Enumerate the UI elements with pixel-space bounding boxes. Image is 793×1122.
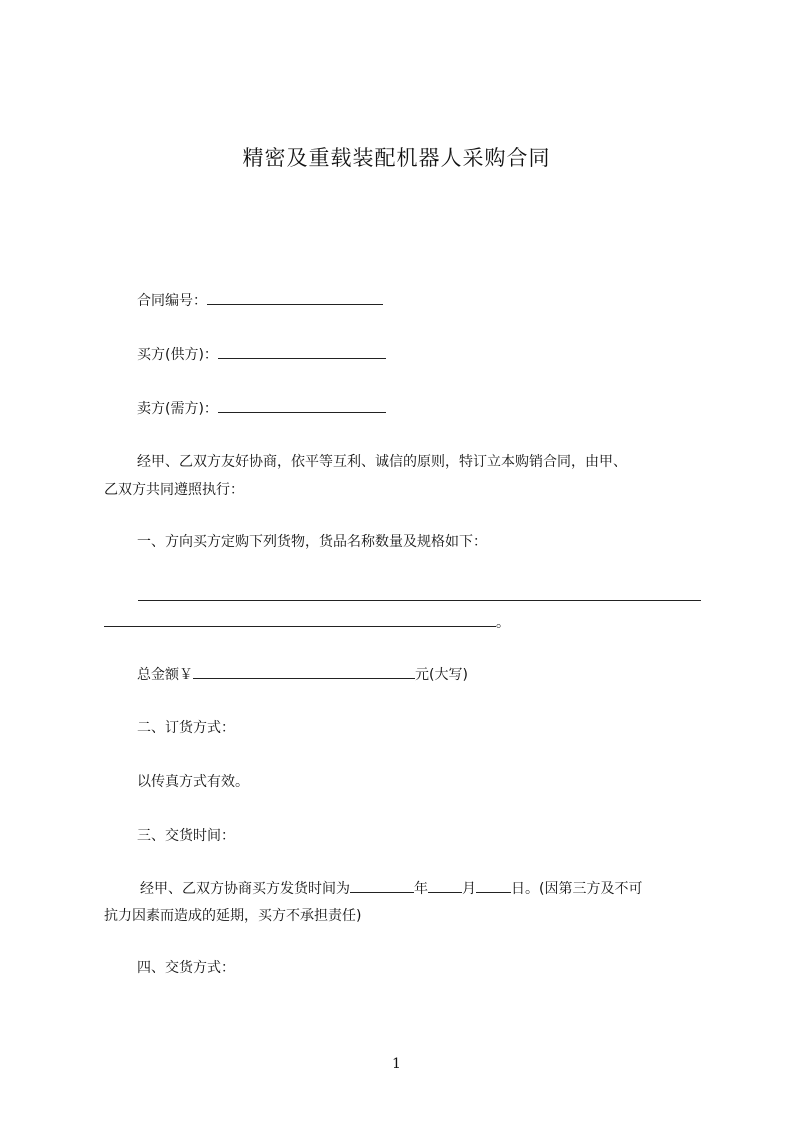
section-4-heading: 四、交货方式： [137,960,235,976]
buyer-blank[interactable] [218,344,386,359]
delivery-time-line-2: 抗力因素而造成的延期，买方不承担责任) [104,908,362,924]
total-amount-suffix: 元(大写) [415,667,468,683]
delivery-day-suffix: 日。(因第三方及不可 [511,881,643,897]
delivery-month-label: 月 [462,881,476,897]
section-3-heading: 三、交货时间： [137,828,235,844]
seller-blank[interactable] [218,398,386,413]
section-1-heading: 一、方向买方定购下列货物，货品名称数量及规格如下： [137,534,487,550]
section-2-heading: 二、订货方式： [137,720,235,736]
total-amount-blank[interactable] [193,664,415,679]
section-2-body: 以传真方式有效。 [137,774,249,790]
delivery-time-line-1 [140,878,642,899]
intro-paragraph-line-1: 经甲、乙双方友好协商，依平等互利、诚信的原则，特订立本购销合同，由甲、 [137,454,627,470]
total-amount-label: 总金额￥ [137,667,193,683]
delivery-year-blank[interactable] [350,878,414,893]
delivery-prefix: 经甲、乙双方协商买方发货时间为 [140,881,350,897]
seller-label: 卖方(需方)： [137,401,218,417]
delivery-year-label: 年 [414,881,428,897]
contract-number-label: 合同编号： [137,293,207,309]
buyer-label: 买方(供方)： [137,347,218,363]
delivery-day-blank[interactable] [476,878,511,893]
intro-paragraph-line-2: 乙双方共同遵照执行： [104,482,244,498]
seller-field [137,398,386,419]
delivery-month-blank[interactable] [428,878,462,893]
goods-blank-line-1 [138,586,701,607]
goods-end-mark: 。 [496,615,510,631]
goods-blank-2[interactable] [104,612,496,627]
page-title: 精密及重载装配机器人采购合同 [242,146,551,170]
contract-number-field [137,290,383,311]
goods-blank-1[interactable] [138,586,701,601]
page-number: 1 [392,1056,401,1072]
goods-blank-line-2 [104,612,510,633]
total-amount-field [137,664,468,685]
buyer-field [137,344,386,365]
contract-number-blank[interactable] [207,290,383,305]
